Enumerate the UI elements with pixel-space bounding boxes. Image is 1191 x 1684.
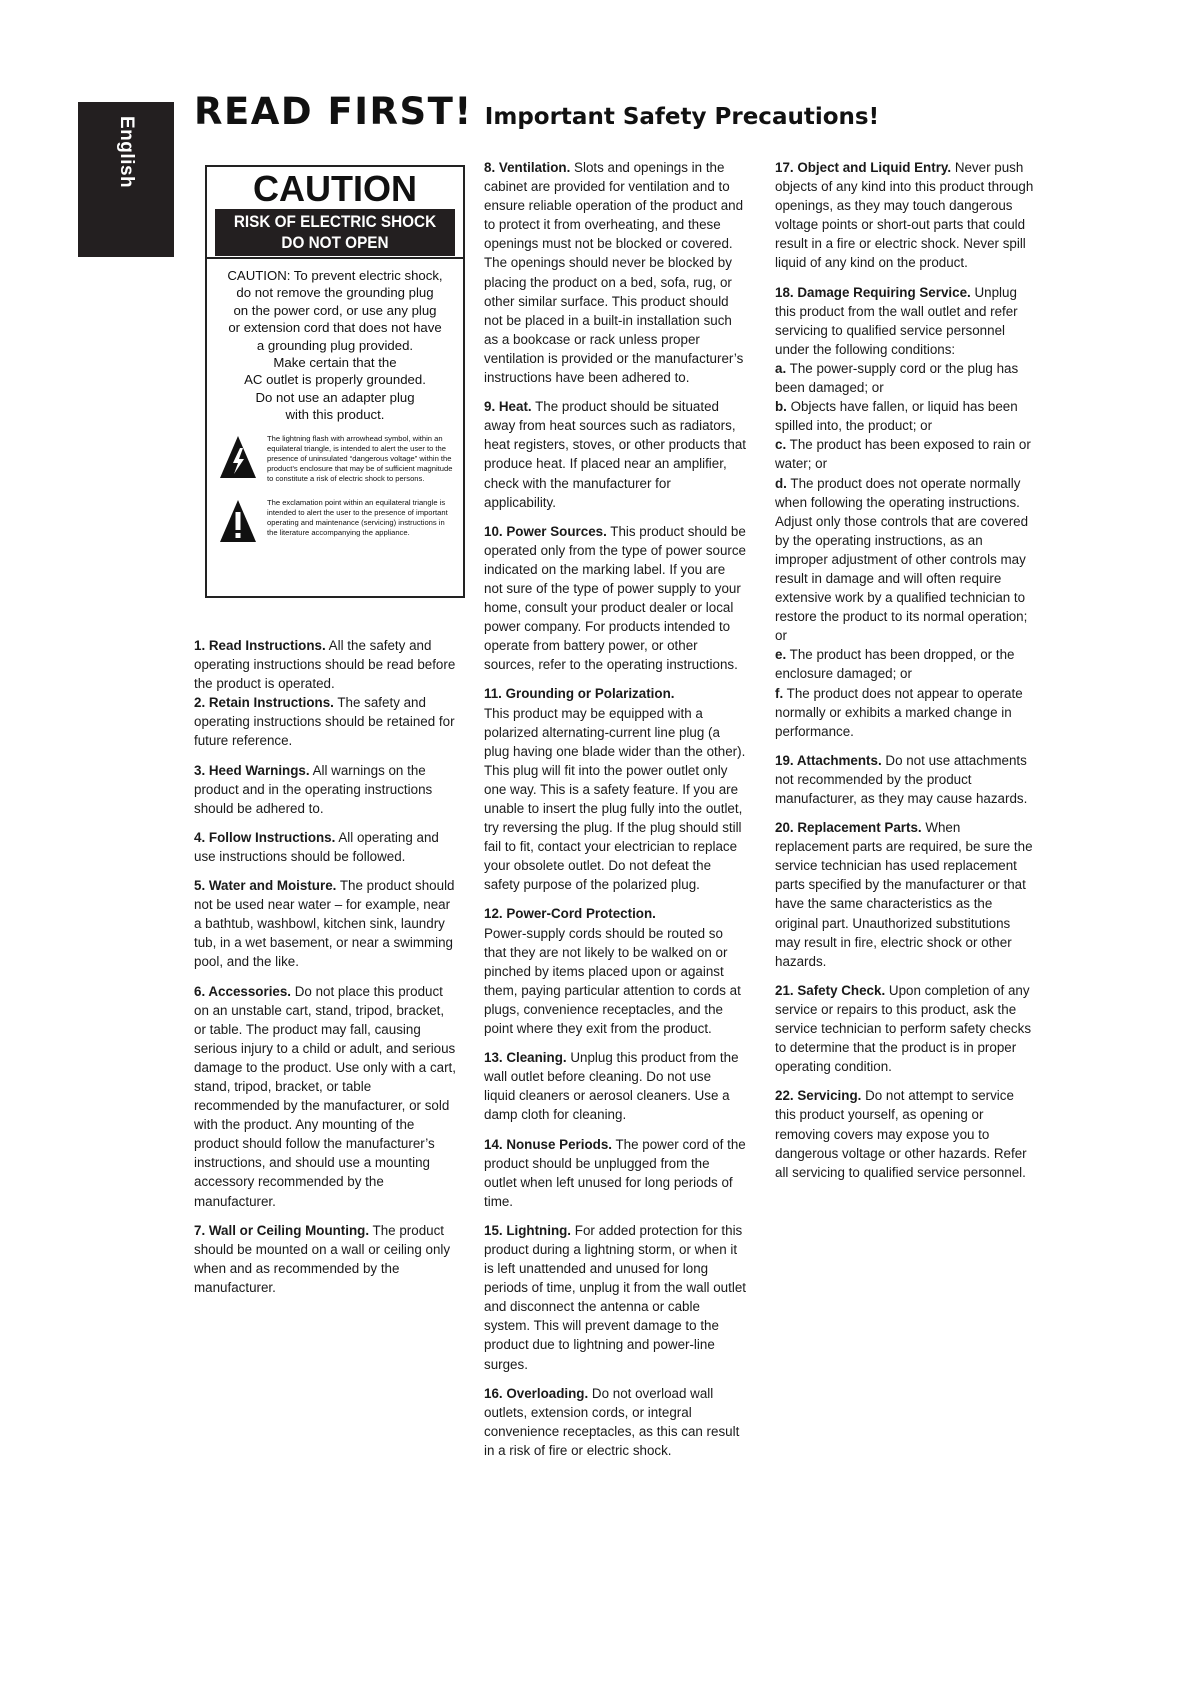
- column-1: [194, 636, 456, 1307]
- item-heading: 14. Nonuse Periods.: [484, 1136, 612, 1152]
- exclamation-notice: [207, 498, 463, 538]
- item-text: The product does not operate normally when following the operating instructions. Adjust only those controls that are covered by the operating instructions, as an improper adjustment of other controls may result in damage and will often require extensive work by a qualified technician to restore the product to its normal operation; or: [775, 475, 1029, 644]
- safety-item: [194, 636, 456, 693]
- safety-item: [775, 818, 1037, 971]
- item-heading: 22. Servicing.: [775, 1088, 862, 1104]
- caution-text-line: or extension cord that does not have: [228, 320, 442, 336]
- caution-text-line: with this product.: [285, 407, 385, 423]
- item-text: Never push objects of any kind into this product through openings, as they may touch dangerous voltage points or short-out parts that could result in a fire or electric shock. Never spill liquid of any kind on the product.: [775, 160, 1034, 271]
- caution-text-line: AC outlet is properly grounded.: [244, 372, 426, 388]
- sub-item: [775, 645, 1037, 683]
- title-main: READ FIRST!: [194, 90, 473, 133]
- language-tab-label: English: [116, 116, 137, 189]
- safety-item: [775, 158, 1037, 273]
- caution-banner: [215, 209, 455, 256]
- lightning-warning-icon: [219, 434, 257, 480]
- safety-item: [194, 693, 456, 750]
- sub-item-letter: e.: [775, 647, 787, 663]
- item-text: The product should be situated away from heat sources such as radiators, heat registers, stoves, or other products that produce heat. If placed near an amplifier, check with the manufacturer for applicability.: [484, 399, 746, 510]
- item-heading: 17. Object and Liquid Entry.: [775, 160, 952, 175]
- safety-item: [775, 751, 1037, 808]
- item-text: This product may be equipped with a polarized alternating-current line plug (a plug having one blade wider than the other). This plug will fit into the power outlet only one way. This is a safety feature. If you are unable to insert the plug fully into the outlet, try reversing the plug. If the plug should still fail to fit, contact your electrician to replace your obsolete outlet. Do not defeat the safety purpose of the polarized plug.: [484, 705, 746, 893]
- caution-box: [205, 165, 465, 598]
- title-sub: Important Safety Precautions!: [484, 104, 880, 130]
- item-heading: 4. Follow Instructions.: [194, 829, 336, 845]
- item-heading: 6. Accessories.: [194, 983, 292, 999]
- item-heading: 1. Read Instructions.: [194, 638, 326, 653]
- item-text: Do not overload wall outlets, extension cords, or integral convenience receptacles, as this can result in a risk of fire or electric shock.: [484, 1385, 740, 1458]
- item-heading: 3. Heed Warnings.: [194, 762, 310, 778]
- caution-title: CAUTION: [253, 168, 417, 209]
- item-heading: 20. Replacement Parts.: [775, 820, 922, 836]
- caution-text-line: CAUTION: To prevent electric shock,: [227, 268, 443, 283]
- lightning-notice-text: The lightning flash with arrowhead symbol, within an equilateral triangle, is intended to alert the user to the presence of uninsulated “dangerous voltage” within the product’s enclosure that may be of sufficient magnitude to constitute a risk of electric shock to persons.: [267, 433, 453, 483]
- item-heading: 12. Power-Cord Protection.: [484, 906, 656, 922]
- item-text: The product does not appear to operate normally or exhibits a marked change in performance.: [775, 685, 1023, 739]
- item-text: The product should be mounted on a wall or ceiling only when and as recommended by the manufacturer.: [194, 1222, 451, 1295]
- item-heading: 8. Ventilation.: [484, 160, 571, 175]
- item-text: When replacement parts are required, be sure the service technician has used replacement parts specified by the manufacturer or that have the same characteristics as the original part. Unauthorized substitutions may result in fire, electric shock or other hazards.: [775, 820, 1033, 969]
- language-tab: [78, 102, 174, 257]
- item-text: This product should be operated only from the type of power source indicated on the marking label. If you are not sure of the type of power supply to your home, consult your product dealer or local power company. For products intended to operate from battery power, or other sources, refer to the operating instructions.: [484, 523, 747, 673]
- safety-item: [194, 1221, 456, 1297]
- item-heading: 7. Wall or Ceiling Mounting.: [194, 1222, 370, 1238]
- sub-item: [775, 435, 1037, 473]
- item-text: The product should not be used near water – for example, near a bathtub, washbowl, kitchen sink, laundry tub, in a wet basement, or near a swimming pool, and the like.: [194, 878, 455, 970]
- item-heading: 13. Cleaning.: [484, 1050, 567, 1066]
- item-text: Unplug this product from the wall outlet and refer servicing to qualified service personnel under the following conditions:: [775, 284, 1018, 357]
- page-title: [194, 90, 879, 133]
- sub-item: [775, 474, 1037, 646]
- item-heading: 10. Power Sources.: [484, 523, 607, 539]
- safety-item: [484, 522, 746, 675]
- item-text: The product has been dropped, or the enclosure damaged; or: [775, 647, 1015, 682]
- safety-item: [484, 1048, 746, 1124]
- item-text: The power-supply cord or the plug has been damaged; or: [775, 360, 1019, 396]
- item-text: For added protection for this product during a lightning storm, or when it is left unattended and unused for long periods of time, unplug it from the wall outlet and disconnect the antenna or cable system. This will prevent damage to the product due to lightning and power-line surges.: [484, 1222, 746, 1372]
- caution-header: [207, 167, 463, 259]
- caution-banner-line2: DO NOT OPEN: [281, 233, 389, 252]
- item-text: Objects have fallen, or liquid has been spilled into, the product; or: [775, 399, 1018, 434]
- item-heading: 18. Damage Requiring Service.: [775, 284, 971, 300]
- item-text: The power cord of the product should be unplugged from the outlet when left unused for long periods of time.: [484, 1136, 746, 1209]
- sub-item: [775, 359, 1037, 397]
- caution-banner-line1: RISK OF ELECTRIC SHOCK: [233, 212, 437, 231]
- column-3: [775, 158, 1037, 1192]
- caution-text-line: Make certain that the: [273, 355, 397, 371]
- lightning-notice: [207, 434, 463, 484]
- item-text: Do not use attachments not recommended by the product manufacturer, as they may cause hazards.: [775, 752, 1028, 806]
- safety-item: [484, 397, 746, 512]
- item-text: All operating and use instructions should be followed.: [194, 829, 439, 864]
- safety-item: [484, 158, 746, 387]
- item-text: The product has been exposed to rain or water; or: [775, 437, 1031, 472]
- sub-item-letter: f.: [775, 685, 784, 701]
- item-text: All the safety and operating instructions should be read before the product is operated.: [194, 638, 456, 692]
- exclamation-warning-icon: [219, 498, 257, 544]
- item-heading: 21. Safety Check.: [775, 982, 886, 998]
- item-heading: 15. Lightning.: [484, 1222, 572, 1238]
- sub-item: [775, 684, 1037, 741]
- safety-item: [775, 1086, 1037, 1181]
- item-text: All warnings on the product and in the operating instructions should be adhered to.: [194, 762, 433, 816]
- sub-item-letter: c.: [775, 437, 787, 453]
- item-heading: 9. Heat.: [484, 399, 532, 415]
- safety-item: [194, 828, 456, 866]
- item-heading: 11. Grounding or Polarization.: [484, 686, 675, 702]
- safety-item: [194, 876, 456, 971]
- safety-item: [484, 1221, 746, 1374]
- sub-item-letter: a.: [775, 360, 787, 376]
- item-text: The safety and operating instructions should be retained for future reference.: [194, 695, 455, 749]
- caution-text-line: a grounding plug provided.: [256, 337, 414, 353]
- item-heading: 2. Retain Instructions.: [194, 695, 334, 711]
- caution-text: [207, 259, 463, 424]
- item-text: Unplug this product from the wall outlet before cleaning. Do not use liquid cleaners or aerosol cleaners. Use a damp cloth for cleaning.: [484, 1050, 739, 1123]
- safety-item: [484, 1384, 746, 1460]
- item-heading: 16. Overloading.: [484, 1385, 589, 1401]
- sub-item: [775, 397, 1037, 435]
- safety-item: [484, 904, 746, 1038]
- safety-item: [484, 1135, 746, 1211]
- caution-text-line: do not remove the grounding plug: [236, 285, 434, 301]
- safety-item: [775, 981, 1037, 1076]
- caution-text-line: on the power cord, or use any plug: [233, 302, 437, 318]
- item-text: Upon completion of any service or repairs to this product, ask the service technician to perform safety checks to determine that the product is in proper operating condition.: [775, 982, 1032, 1075]
- safety-item: [775, 283, 1037, 359]
- safety-item: [484, 684, 746, 894]
- sub-item-letter: d.: [775, 475, 787, 491]
- safety-item: [194, 761, 456, 818]
- item-heading: 19. Attachments.: [775, 752, 882, 768]
- exclamation-notice-text: The exclamation point within an equilateral triangle is intended to alert the user to the presence of important operating and maintenance (servicing) instructions in the literature accompanying the appliance.: [267, 497, 448, 537]
- column-2: [484, 158, 746, 1470]
- item-heading: 5. Water and Moisture.: [194, 878, 337, 894]
- item-text: Do not place this product on an unstable cart, stand, tripod, bracket, or table. The product may fall, causing serious injury to a child or adult, and serious damage to the product. Use only with a cart, stand, tripod, bracket, or table recommended by the manufacturer, or sold with the product. Any mounting of the product should follow the manufacturer’s instructions, and should use a mounting accessory recommended by the manufacturer.: [194, 983, 457, 1209]
- item-text: Do not attempt to service this product yourself, as opening or removing covers may expose you to dangerous voltage or other hazards. Refer all servicing to qualified service personnel.: [775, 1088, 1027, 1180]
- item-text: Slots and openings in the cabinet are provided for ventilation and to ensure reliable operation of the product and to protect it from overheating, and these openings must not be blocked or covered. The openings should never be blocked by placing the product on a bed, sofa, rug, or other similar surface. This product should not be placed in a built-in installation such as a bookcase or rack unless proper ventilation is provided or the manufacturer’s instructions have been adhered to.: [484, 160, 744, 386]
- sub-item-letter: b.: [775, 399, 787, 415]
- item-text: Power-supply cords should be routed so that they are not likely to be walked on or pinched by items placed upon or against them, paying particular attention to cords at plugs, convenience receptacles, and the point where they exit from the product.: [484, 925, 741, 1037]
- safety-item: [194, 982, 456, 1211]
- caution-text-line: Do not use an adapter plug: [255, 389, 415, 405]
